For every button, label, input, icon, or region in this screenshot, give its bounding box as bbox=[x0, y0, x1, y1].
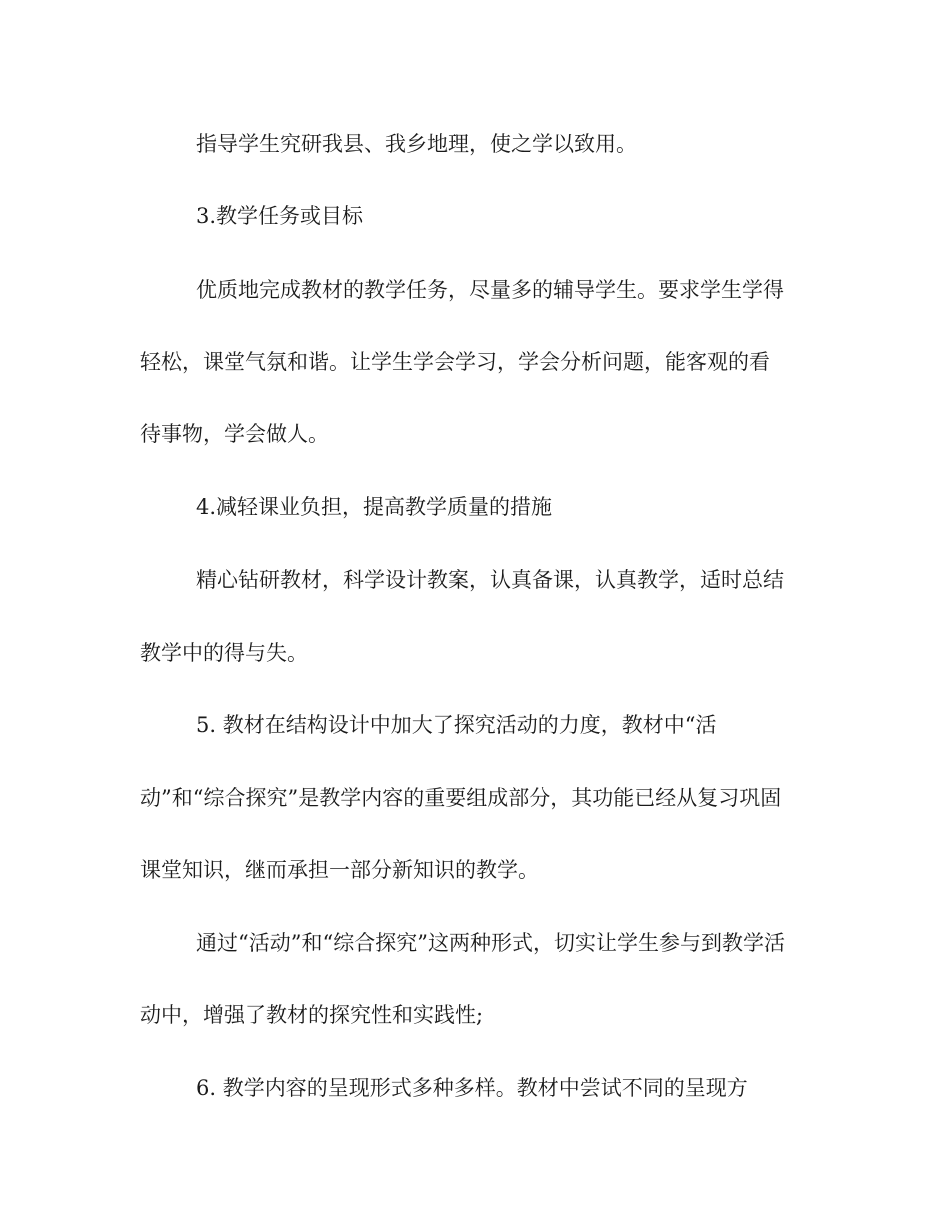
paragraph-line: 通过“活动”和“综合探究”这两种形式，切实让学生参与到教学活 bbox=[196, 931, 785, 955]
section-heading: 3.教学任务或目标 bbox=[196, 204, 364, 228]
paragraph-line: 优质地完成教材的教学任务，尽量多的辅导学生。要求学生学得 bbox=[196, 278, 784, 302]
paragraph-line: 待事物，学会做人。 bbox=[140, 422, 329, 446]
paragraph-line: 6. 教学内容的呈现形式多种多样。教材中尝试不同的呈现方 bbox=[196, 1076, 748, 1100]
paragraph-line: 教学中的得与失。 bbox=[140, 641, 308, 665]
paragraph-line: 轻松，课堂气氛和谐。让学生学会学习，学会分析问题，能客观的看 bbox=[140, 350, 770, 374]
section-heading: 4.减轻课业负担，提高教学质量的措施 bbox=[196, 495, 553, 519]
paragraph-line: 5. 教材在结构设计中加大了探究活动的力度，教材中“活 bbox=[196, 713, 717, 737]
paragraph-line: 精心钻研教材，科学设计教案，认真备课，认真教学，适时总结 bbox=[196, 568, 784, 592]
paragraph-line: 课堂知识，继而承担一部分新知识的教学。 bbox=[140, 858, 539, 882]
paragraph-line: 指导学生究研我县、我乡地理，使之学以致用。 bbox=[196, 132, 637, 156]
paragraph-line: 动”和“综合探究”是教学内容的重要组成部分，其功能已经从复习巩固 bbox=[140, 786, 782, 810]
paragraph-line: 动中，增强了教材的探究性和实践性; bbox=[140, 1003, 484, 1027]
